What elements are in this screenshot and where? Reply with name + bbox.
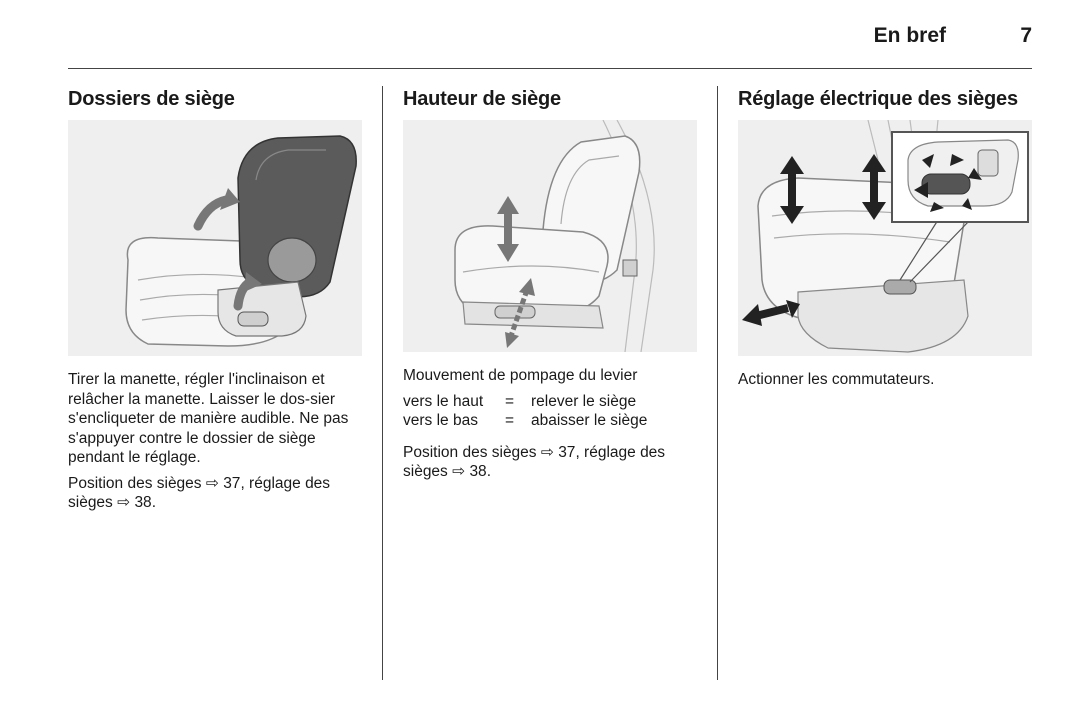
definition-row [403,392,647,412]
heading-power-seat: Réglage électrique des sièges [738,88,1018,110]
cross-reference: Position des sièges ⇨ 37, réglage des sièges ⇨ 38. [403,443,666,480]
reference-arrow-icon: ⇨ [205,474,219,492]
definition-row [403,411,647,431]
definition-value: relever le siège [531,392,637,410]
definition-term: vers le haut [403,392,484,410]
definition-table [403,392,647,431]
definition-separator: = [505,412,515,429]
reference-arrow-icon: ⇨ [117,494,131,511]
heading-seat-backrest: Dossiers de siège [68,88,235,110]
reference-page[interactable]: 38 [469,463,487,480]
reference-page[interactable]: 37 [558,443,576,461]
body-text: Actionner les commutateurs. [738,371,935,388]
page-header [68,22,1032,69]
column-divider [382,86,383,680]
definition-term: vers le bas [403,412,478,429]
reference-arrow-icon: ⇨ [452,463,466,480]
body-text: Tirer la manette, régler l'inclinaison et relâcher la manette. Laisser le dos-sier s'encliqueter de manière audible. Ne pas s'appuyer contre le dossier de siège pendant le réglage. [68,371,349,466]
seat-height-illustration [403,120,697,352]
column-seat-height [403,86,699,482]
cross-reference: Position des sièges ⇨ 37, réglage des sièges ⇨ 38. [68,474,331,511]
column-divider [717,86,718,680]
reference-page[interactable]: 38 [134,494,152,511]
body-text: Mouvement de pompage du levier [403,367,638,384]
seat-backrest-illustration [68,120,362,356]
section-title: En bref [873,24,946,47]
reference-arrow-icon: ⇨ [540,443,554,461]
column-power-seat [738,86,1034,390]
heading-seat-height: Hauteur de siège [403,88,561,110]
power-seat-illustration [738,120,1032,356]
definition-separator: = [505,392,515,410]
reference-page[interactable]: 37 [223,474,241,492]
definition-value: abaisser le siège [531,412,648,429]
page-number: 7 [1020,24,1032,47]
column-seat-backrest [68,86,364,513]
